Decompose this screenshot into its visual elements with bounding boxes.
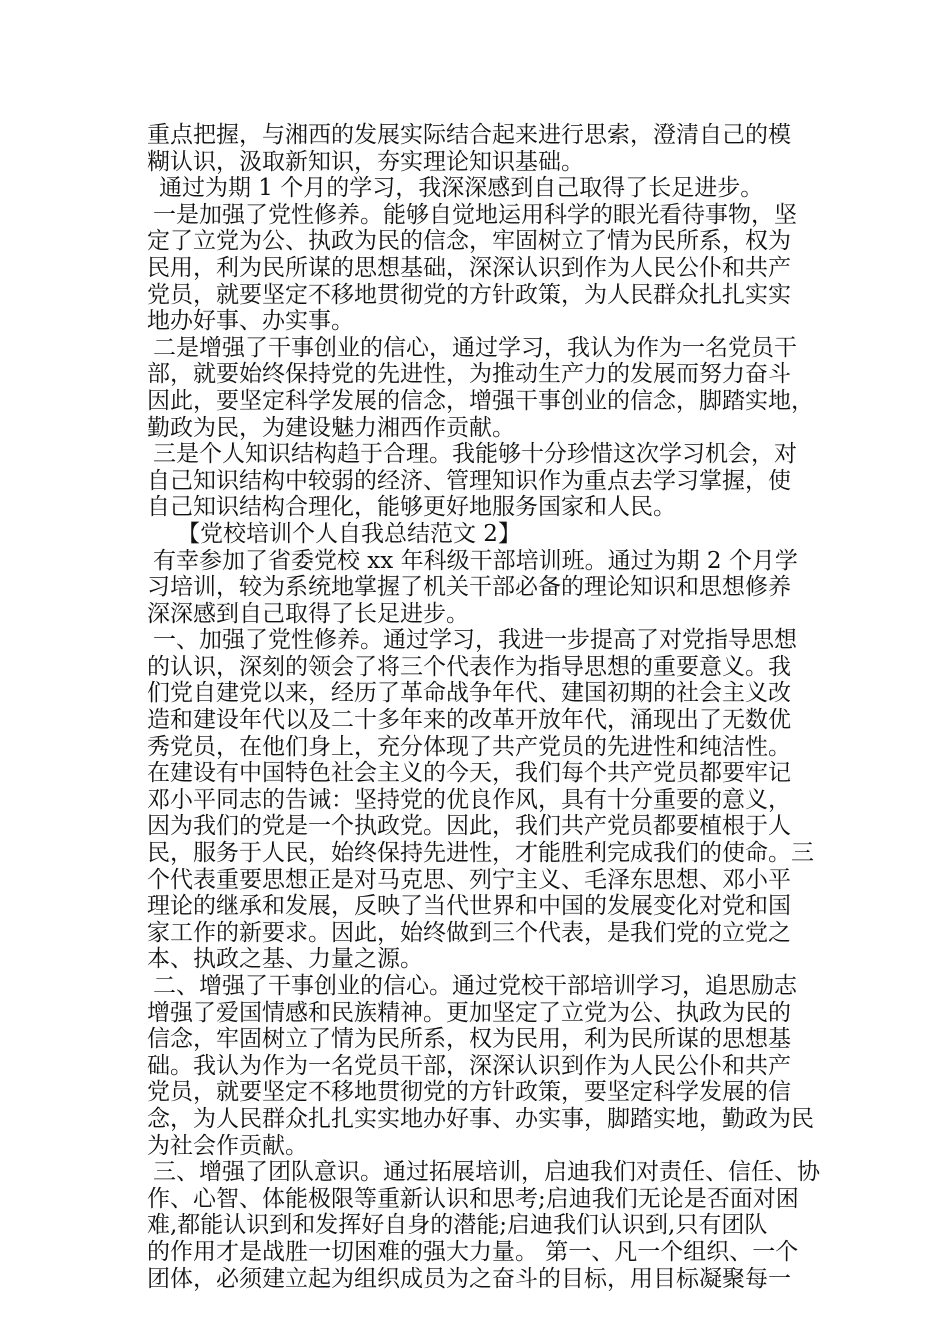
text-line: 深深感到自己取得了长足进步。: [147, 600, 469, 627]
text-line: 有幸参加了省委党校 xx 年科级干部培训班。通过为期 2 个月学: [153, 547, 798, 574]
text-line: 信念，牢固树立了情为民所系，权为民用，利为民所谋的思想基: [147, 1026, 791, 1053]
text-line: 为社会作贡献。: [147, 1132, 308, 1159]
text-line: 念，为人民群众扎扎实实地办好事、办实事，脚踏实地，勤政为民: [147, 1105, 814, 1132]
text-line: 础。我认为作为一名党员干部，深深认识到作为人民公仆和共产: [147, 1052, 791, 1079]
text-line: 民用，利为民所谋的思想基础，深深认识到作为人民公仆和共产: [147, 254, 791, 281]
text-line: 三、增强了团队意识。通过拓展培训，启迪我们对责任、信任、协: [153, 1159, 820, 1186]
text-line: 习培训，较为系统地掌握了机关干部必备的理论知识和思想修养: [147, 574, 791, 601]
text-line: 因为我们的党是一个执政党。因此，我们共产党员都要植根于人: [147, 813, 791, 840]
document-body: [147, 122, 820, 1292]
text-line: 作、心智、体能极限等重新认识和思考;启迪我们无论是否面对困: [147, 1185, 799, 1212]
text-line: 秀党员，在他们身上，充分体现了共产党员的先进性和纯洁性。: [147, 733, 791, 760]
text-line: 个代表重要思想正是对马克思、列宁主义、毛泽东思想、邓小平: [147, 866, 791, 893]
text-line: 自己知识结构中较弱的经济、管理知识作为重点去学习掌握，使: [147, 467, 791, 494]
text-line: 部，就要始终保持党的先进性，为推动生产力的发展而努力奋斗: [147, 361, 791, 388]
text-line: 本、执政之基、力量之源。: [147, 946, 423, 973]
text-line: 自己知识结构合理化，能够更好地服务国家和人民。: [147, 494, 676, 521]
text-line: 造和建设年代以及二十多年来的改革开放年代，涌现出了无数优: [147, 707, 791, 734]
text-line: 勤政为民，为建设魅力湘西作贡献。: [147, 414, 515, 441]
text-line: 家工作的新要求。因此，始终做到三个代表，是我们党的立党之: [147, 919, 791, 946]
text-line: 糊认识，汲取新知识，夯实理论知识基础。: [147, 148, 584, 175]
text-line: 因此，要坚定科学发展的信念，增强干事创业的信念，脚踏实地，: [147, 387, 814, 414]
text-line: 二是增强了干事创业的信心，通过学习，我认为作为一名党员干: [153, 334, 797, 361]
text-line: 的作用才是战胜一切困难的强大力量。 第一、凡一个组织、一个: [147, 1238, 799, 1265]
text-line: 增强了爱国情感和民族精神。更加坚定了立党为公、执政为民的: [147, 999, 791, 1026]
text-line: 团体，必须建立起为组织成员为之奋斗的目标，用目标凝聚每一: [147, 1265, 791, 1292]
text-line: 理论的继承和发展，反映了当代世界和中国的发展变化对党和国: [147, 893, 791, 920]
text-line: 三是个人知识结构趋于合理。我能够十分珍惜这次学习机会，对: [153, 441, 797, 468]
text-line: 邓小平同志的告诫：坚持党的优良作风，具有十分重要的意义，: [147, 786, 791, 813]
text-line: 民，服务于人民，始终保持先进性，才能胜利完成我们的使命。三: [147, 840, 814, 867]
text-line: 党员，就要坚定不移地贯彻党的方针政策，为人民群众扎扎实实: [147, 281, 791, 308]
text-line: 一、加强了党性修养。通过学习，我进一步提高了对党指导思想: [153, 627, 797, 654]
text-line: 通过为期 1 个月的学习，我深深感到自己取得了长足进步。: [159, 175, 764, 202]
text-line: 难,都能认识到和发挥好自身的潜能;启迪我们认识到,只有团队: [147, 1212, 768, 1239]
text-line: 定了立党为公、执政为民的信念，牢固树立了情为民所系，权为: [147, 228, 791, 255]
text-line: 党员，就要坚定不移地贯彻党的方针政策，要坚定科学发展的信: [147, 1079, 791, 1106]
text-line: 重点把握，与湘西的发展实际结合起来进行思索，澄清自己的模: [147, 122, 791, 148]
text-line: 的认识，深刻的领会了将三个代表作为指导思想的重要意义。我: [147, 653, 791, 680]
text-line: 在建设有中国特色社会主义的今天，我们每个共产党员都要牢记: [147, 760, 791, 787]
text-line: 们党自建党以来，经历了革命战争年代、建国初期的社会主义改: [147, 680, 791, 707]
section-heading: 【党校培训个人自我总结范文 2】: [177, 520, 521, 547]
text-line: 二、增强了干事创业的信心。通过党校干部培训学习，追思励志: [153, 973, 797, 999]
text-line: 一是加强了党性修养。能够自觉地运用科学的眼光看待事物，坚: [153, 201, 797, 228]
text-line: 地办好事、办实事。: [147, 308, 354, 335]
